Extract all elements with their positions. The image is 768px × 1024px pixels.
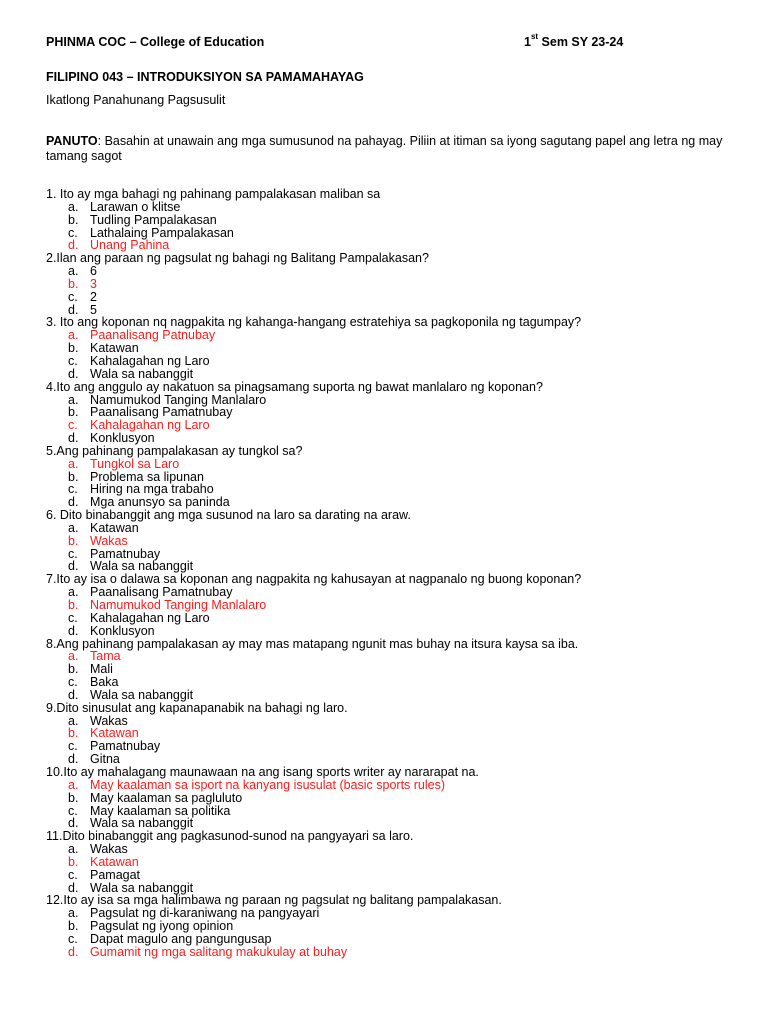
answer-choice xyxy=(46,740,746,753)
answer-choice xyxy=(46,715,746,728)
choice-text: Tudling Pampalakasan xyxy=(90,212,217,227)
choice-letter: b. xyxy=(68,469,79,484)
choice-letter: b. xyxy=(68,405,79,420)
choice-text: Baka xyxy=(90,675,119,690)
answer-choice xyxy=(46,265,746,278)
question-text: 11.Dito binabanggit ang pagkasunod-sunod na pangyayari sa laro. xyxy=(46,829,414,844)
question-text: 2.Ilan ang paraan ng pagsulat ng bahagi ng Balitang Pampalakasan? xyxy=(46,251,429,266)
choice-text: Konklusyon xyxy=(90,431,155,446)
choice-text: Hiring na mga trabaho xyxy=(90,482,214,497)
choice-text: Katawan xyxy=(90,341,139,356)
question-text: 8.Ang pahinang pampalakasan ay may mas matapang ngunit mas buhay na itsura kaysa sa iba. xyxy=(46,636,579,651)
choice-letter: a. xyxy=(68,585,79,600)
choice-text: Pamatnubay xyxy=(90,546,161,561)
choice-letter: c. xyxy=(68,482,78,497)
choice-letter: d. xyxy=(68,944,79,959)
choice-text: 5 xyxy=(90,302,97,317)
choice-text: Wakas xyxy=(90,713,128,728)
choice-letter: a. xyxy=(68,713,79,728)
choice-letter: c. xyxy=(68,225,78,240)
choice-letter: b. xyxy=(68,662,79,677)
choice-letter: b. xyxy=(68,726,79,741)
semester-label xyxy=(524,32,624,49)
institution-name: PHINMA COC – College of Education xyxy=(46,35,265,49)
choice-text: Wakas xyxy=(90,533,128,548)
choice-letter: b. xyxy=(68,790,79,805)
choice-text: Wala sa nabanggit xyxy=(90,687,194,702)
choice-text: 6 xyxy=(90,264,97,279)
choice-text: Wala sa nabanggit xyxy=(90,816,194,831)
choice-text: Pagsulat ng di-karaniwang na pangyayari xyxy=(90,906,320,921)
choice-text: Problema sa lipunan xyxy=(90,469,204,484)
choice-letter: d. xyxy=(68,302,79,317)
choice-text: Paanalisang Patnubay xyxy=(90,328,216,343)
question-list xyxy=(46,188,746,959)
answer-choice xyxy=(46,432,746,445)
question-text: 9.Dito sinusulat ang kapanapanabik na bahagi ng laro. xyxy=(46,700,348,715)
answer-choice xyxy=(46,291,746,304)
choice-text: May kaalaman sa politika xyxy=(90,803,231,818)
answer-choice xyxy=(46,522,746,535)
choice-text: Dapat magulo ang pangungusap xyxy=(90,931,272,946)
choice-letter: d. xyxy=(68,366,79,381)
answer-choice xyxy=(46,843,746,856)
question-text: 6. Dito binabanggit ang mga susunod na laro sa darating na araw. xyxy=(46,508,411,523)
choice-text: Larawan o klitse xyxy=(90,199,181,214)
choice-text: Namumukod Tanging Manlalaro xyxy=(90,392,267,407)
choice-text: Wala sa nabanggit xyxy=(90,366,194,381)
question-text: 7.Ito ay isa o dalawa sa koponan ang nagpakita ng kahusayan at nagpanalo ng buong koponan? xyxy=(46,572,582,587)
answer-choice-correct xyxy=(46,278,746,291)
question-text: 5.Ang pahinang pampalakasan ay tungkol sa? xyxy=(46,443,303,458)
choice-letter: a. xyxy=(68,392,79,407)
choice-text: Pamatnubay xyxy=(90,739,161,754)
semester-school-year: Sem SY 23-24 xyxy=(538,35,624,49)
choice-letter: c. xyxy=(68,739,78,754)
question-text: 1. Ito ay mga bahagi ng pahinang pampalakasan maliban sa xyxy=(46,187,381,201)
choice-text: Mali xyxy=(90,662,113,677)
choice-text: Namumukod Tanging Manlalaro xyxy=(90,598,267,612)
choice-text: Katawan xyxy=(90,520,139,535)
choice-text: Katawan xyxy=(90,726,139,741)
choice-letter: c. xyxy=(68,610,78,625)
choice-text: Paanalisang Pamatnubay xyxy=(90,405,233,420)
choice-letter: a. xyxy=(68,456,79,471)
choice-letter: a. xyxy=(68,649,79,664)
choice-text: Gitna xyxy=(90,752,120,767)
course-title: FILIPINO 043 – INTRODUKSIYON SA PAMAMAHAYAG xyxy=(46,70,364,84)
answer-choice xyxy=(46,663,746,676)
choice-letter: d. xyxy=(68,816,79,831)
choice-letter: a. xyxy=(68,842,79,857)
choice-letter: d. xyxy=(68,623,79,638)
choice-letter: c. xyxy=(68,289,78,304)
choice-letter: d. xyxy=(68,238,79,253)
instructions xyxy=(46,134,736,164)
question-text: 12.Ito ay isa sa mga halimbawa ng paraan ng pagsulat ng balitang pampalakasan. xyxy=(46,893,502,908)
choice-text: Lathalaing Pampalakasan xyxy=(90,225,234,240)
answer-choice-correct xyxy=(46,856,746,869)
choice-text: Konklusyon xyxy=(90,623,155,638)
choice-text: Wala sa nabanggit xyxy=(90,559,194,574)
choice-text: Gumamit ng mga salitang makukulay at buhay xyxy=(90,944,348,959)
answer-choice-correct xyxy=(46,946,746,959)
choice-text: Kahalagahan ng Laro xyxy=(90,418,210,433)
choice-text: Pagsulat ng iyong opinion xyxy=(90,919,234,934)
choice-text: 3 xyxy=(90,276,97,291)
choice-text: Tama xyxy=(90,649,121,664)
choice-text: Mga anunsyo sa paninda xyxy=(90,495,230,510)
choice-text: Kahalagahan ng Laro xyxy=(90,353,210,368)
choice-letter: a. xyxy=(68,906,79,921)
choice-text: May kaalaman sa pagluluto xyxy=(90,790,243,805)
choice-text: Katawan xyxy=(90,854,139,869)
question-text: 3. Ito ang koponan nq nagpakita ng kahanga-hangang estratehiya sa pagkoponila ng tagumpay? xyxy=(46,315,582,330)
choice-letter: d. xyxy=(68,880,79,895)
answer-choice xyxy=(46,368,746,381)
choice-letter: c. xyxy=(68,803,78,818)
choice-letter: c. xyxy=(68,353,78,368)
choice-letter: c. xyxy=(68,931,78,946)
choice-text: 2 xyxy=(90,289,97,304)
choice-letter: b. xyxy=(68,212,79,227)
choice-letter: b. xyxy=(68,919,79,934)
choice-text: Kahalagahan ng Laro xyxy=(90,610,210,625)
choice-text: Wala sa nabanggit xyxy=(90,880,194,895)
answer-choice-correct xyxy=(46,329,746,342)
instructions-text: : Basahin at unawain ang mga sumusunod na pahayag. Piliin at itiman sa iyong sagutang papel ang letra ng may tamang sagot xyxy=(46,134,723,163)
choice-letter: b. xyxy=(68,276,79,291)
choice-letter: a. xyxy=(68,520,79,535)
choice-text: Pamagat xyxy=(90,867,141,882)
choice-text: Wakas xyxy=(90,842,128,857)
choice-letter: d. xyxy=(68,431,79,446)
choice-letter: b. xyxy=(68,341,79,356)
semester-number: 1 xyxy=(524,35,531,49)
instructions-label: PANUTO xyxy=(46,134,98,148)
choice-letter: a. xyxy=(68,328,79,343)
choice-letter: c. xyxy=(68,546,78,561)
choice-letter: d. xyxy=(68,495,79,510)
choice-letter: d. xyxy=(68,559,79,574)
choice-text: Unang Pahina xyxy=(90,238,170,253)
semester-ordinal: st xyxy=(530,32,539,41)
choice-letter: a. xyxy=(68,199,79,214)
choice-letter: b. xyxy=(68,854,79,869)
choice-letter: c. xyxy=(68,418,78,433)
document-header xyxy=(46,32,646,51)
question-text: 10.Ito ay mahalagang maunawaan na ang isang sports writer ay nararapat na. xyxy=(46,764,479,779)
choice-letter: c. xyxy=(68,675,78,690)
choice-letter: d. xyxy=(68,687,79,702)
choice-letter: b. xyxy=(68,533,79,548)
answer-choice xyxy=(46,689,746,702)
exam-period: Ikatlong Panahunang Pagsusulit xyxy=(46,93,226,107)
choice-letter: c. xyxy=(68,867,78,882)
choice-text: May kaalaman sa isport na kanyang isusulat (basic sports rules) xyxy=(90,777,446,792)
choice-letter: a. xyxy=(68,777,79,792)
answer-choice xyxy=(46,625,746,638)
question-text: 4.Ito ang anggulo ay nakatuon sa pinagsamang suporta ng bawat manlalaro ng koponan? xyxy=(46,379,543,394)
choice-text: Tungkol sa Laro xyxy=(90,456,180,471)
choice-text: Paanalisang Pamatnubay xyxy=(90,585,233,600)
answer-choice-correct xyxy=(46,650,746,663)
choice-letter: b. xyxy=(68,598,79,612)
choice-letter: d. xyxy=(68,752,79,767)
choice-letter: a. xyxy=(68,264,79,279)
